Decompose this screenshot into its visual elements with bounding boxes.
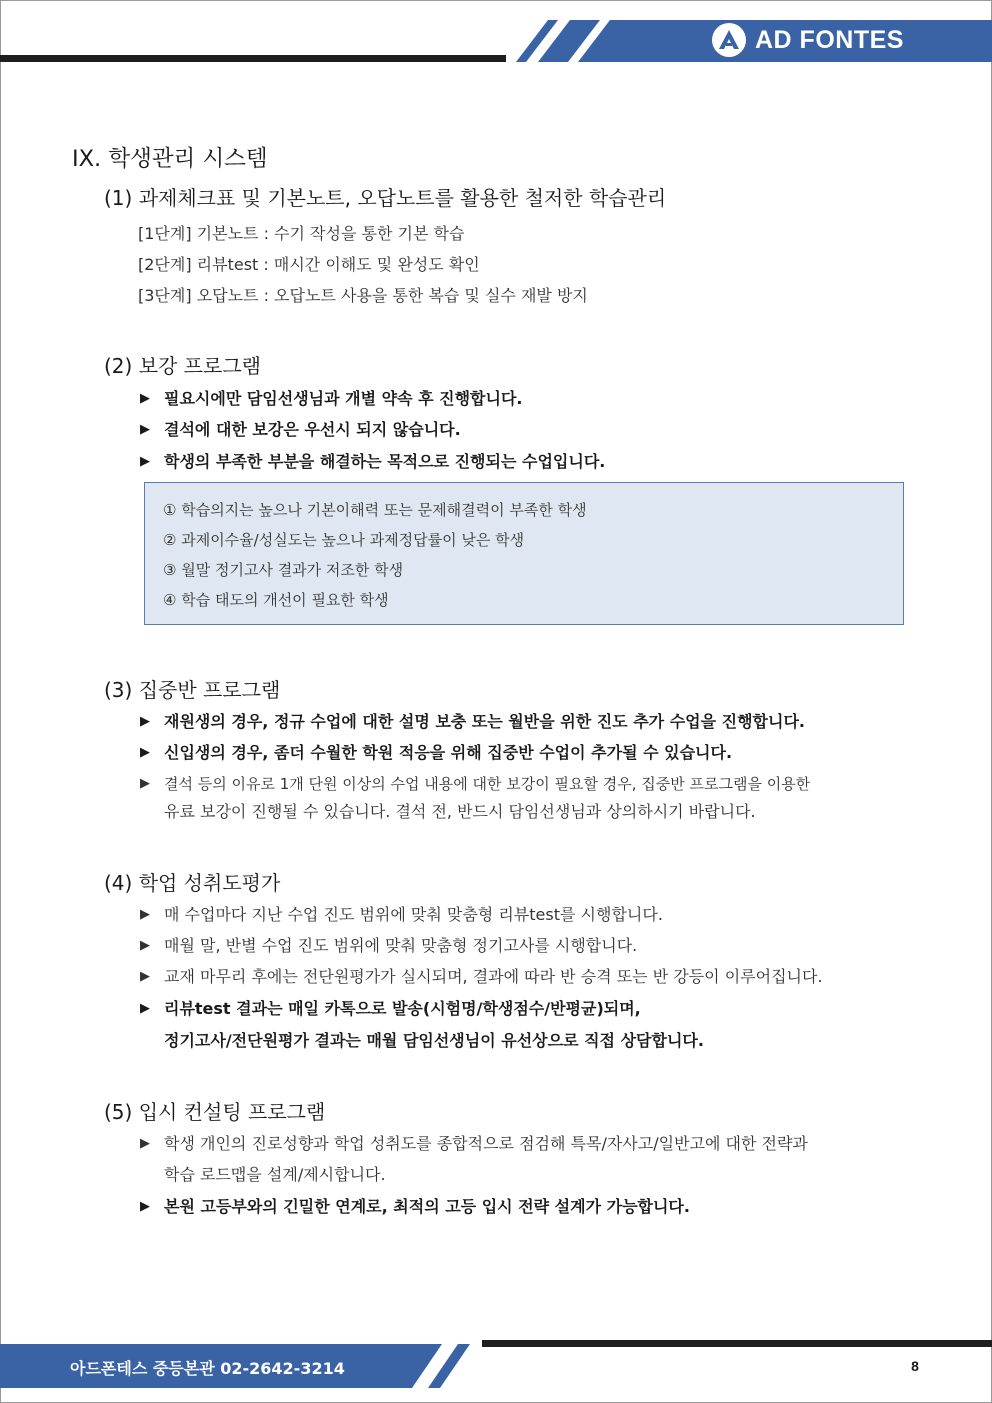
list-item: ▶ 필요시에만 담임선생님과 개별 약속 후 진행합니다. — [140, 389, 523, 408]
bullet-triangle-icon: ▶ — [140, 391, 150, 406]
list-item-continuation: 정기고사/전단원평가 결과는 매월 담임선생님이 유선상으로 직접 상담합니다. — [164, 1031, 704, 1050]
header-dark-bar — [0, 55, 506, 62]
section-title-5: (5) 입시 컨설팅 프로그램 — [104, 1100, 326, 1124]
list-item: ▶ 신입생의 경우, 좀더 수월한 학원 적응을 위해 집중반 수업이 추가될 수 있습니다. — [140, 743, 733, 762]
step-3: [3단계] 오답노트 : 오답노트 사용을 통한 복습 및 실수 재발 방지 — [138, 286, 588, 305]
brand-name: AD FONTES — [755, 25, 904, 54]
callout-item-4: ④ 학습 태도의 개선이 필요한 학생 — [163, 591, 389, 609]
bullet-triangle-icon: ▶ — [140, 714, 150, 729]
bullet-triangle-icon: ▶ — [140, 1199, 150, 1214]
brand-logo — [712, 23, 904, 57]
list-item: ▶ 본원 고등부와의 긴밀한 연계로, 최적의 고등 입시 전략 설계가 가능합니다. — [140, 1197, 690, 1216]
section-title-3: (3) 집중반 프로그램 — [104, 678, 281, 702]
list-item: ▶ 결석에 대한 보강은 우선시 되지 않습니다. — [140, 420, 461, 439]
callout-item-2: ② 과제이수율/성실도는 높으나 과제정답률이 낮은 학생 — [163, 531, 525, 549]
list-item: ▶ 학생 개인의 진로성향과 학업 성취도를 종합적으로 점검해 특목/자사고/일반고에 대한 전략과 — [140, 1134, 808, 1153]
list-item: ▶ 재원생의 경우, 정규 수업에 대한 설명 보충 또는 월반을 위한 진도 추가 수업을 진행합니다. — [140, 712, 805, 731]
page-number: 8 — [911, 1358, 919, 1374]
footer-dark-bar — [482, 1340, 992, 1347]
bullet-triangle-icon: ▶ — [140, 938, 150, 953]
target-students-box — [144, 482, 904, 625]
list-item-continuation: 유료 보강이 진행될 수 있습니다. 결석 전, 반드시 담임선생님과 상의하시기 바랍니다. — [164, 802, 756, 821]
bullet-triangle-icon: ▶ — [140, 1001, 150, 1016]
list-item: ▶ 교재 마무리 후에는 전단원평가가 실시되며, 결과에 따라 반 승격 또는 반 강등이 이루어집니다. — [140, 967, 823, 986]
list-item: ▶ 리뷰test 결과는 매일 카톡으로 발송(시험명/학생점수/반평균)되며, — [140, 999, 641, 1018]
list-item: ▶ 매월 말, 반별 수업 진도 범위에 맞춰 맞춤형 정기고사를 시행합니다. — [140, 936, 638, 955]
bullet-triangle-icon: ▶ — [140, 454, 150, 469]
bullet-triangle-icon: ▶ — [140, 969, 150, 984]
bullet-triangle-icon: ▶ — [140, 422, 150, 437]
bullet-triangle-icon: ▶ — [140, 745, 150, 760]
list-item: ▶ 매 수업마다 지난 수업 진도 범위에 맞춰 맞춤형 리뷰test를 시행합니다. — [140, 905, 663, 924]
bullet-triangle-icon: ▶ — [140, 1136, 150, 1151]
section-title-4: (4) 학업 성취도평가 — [104, 871, 281, 895]
list-item: ▶ 학생의 부족한 부분을 해결하는 목적으로 진행되는 수업입니다. — [140, 452, 606, 471]
logo-mark-icon — [712, 23, 746, 57]
section-title-2: (2) 보강 프로그램 — [104, 354, 261, 378]
bullet-triangle-icon: ▶ — [140, 776, 150, 791]
callout-item-1: ① 학습의지는 높으나 기본이해력 또는 문제해결력이 부족한 학생 — [163, 501, 587, 519]
step-1: [1단계] 기본노트 : 수기 작성을 통한 기본 학습 — [138, 224, 465, 243]
footer-contact: 아드폰테스 중등본관 02-2642-3214 — [70, 1359, 345, 1378]
list-item: ▶ 결석 등의 이유로 1개 단원 이상의 수업 내용에 대한 보강이 필요할 경우, 집중반 프로그램을 이용한 — [140, 775, 811, 793]
list-item-continuation: 학습 로드맵을 설계/제시합니다. — [164, 1165, 386, 1184]
callout-item-3: ③ 월말 정기고사 결과가 저조한 학생 — [163, 561, 404, 579]
chapter-title: IX. 학생관리 시스템 — [72, 146, 268, 172]
section-title-1: (1) 과제체크표 및 기본노트, 오답노트를 활용한 철저한 학습관리 — [104, 186, 667, 210]
bullet-triangle-icon: ▶ — [140, 907, 150, 922]
step-2: [2단계] 리뷰test : 매시간 이해도 및 완성도 확인 — [138, 255, 480, 274]
